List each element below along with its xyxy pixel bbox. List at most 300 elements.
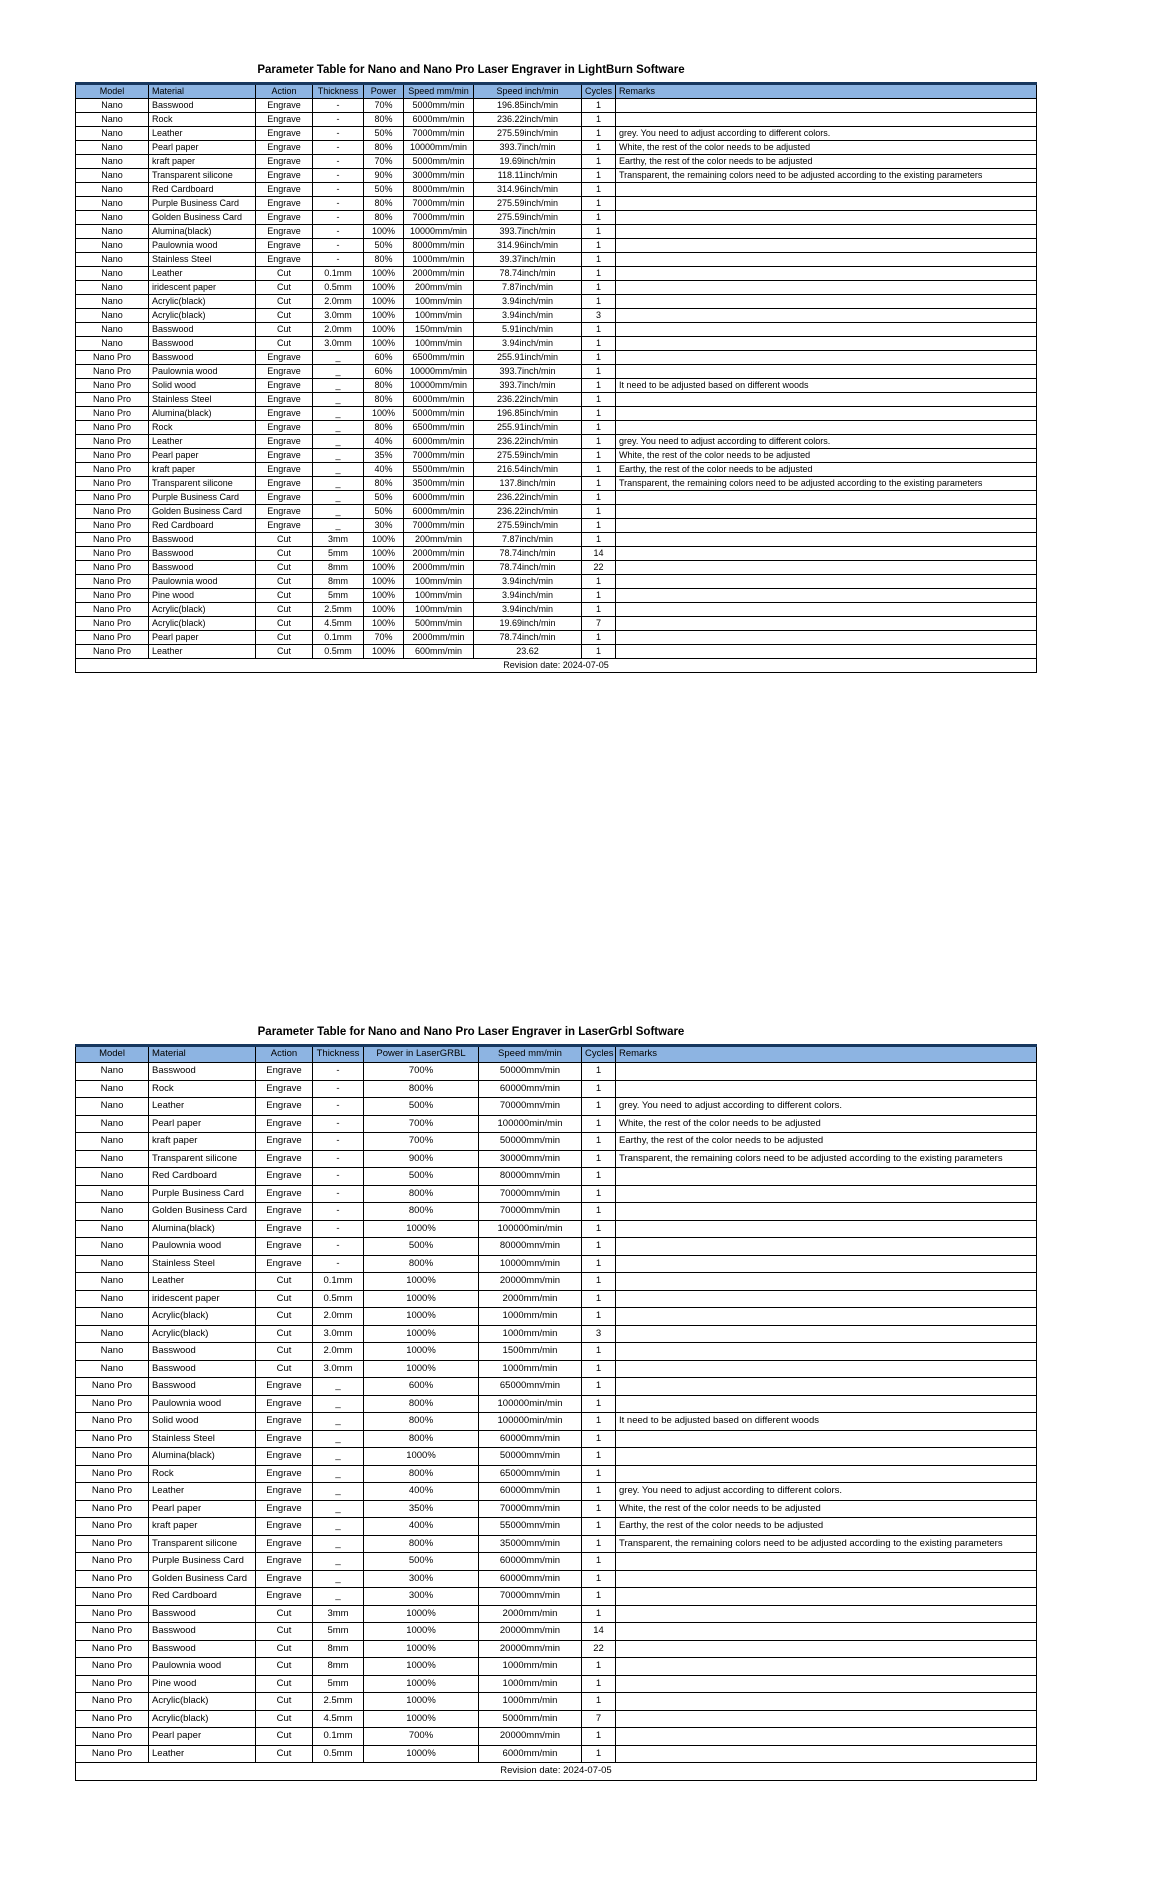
table-cell: 1000%: [364, 1273, 479, 1291]
table-cell: 5000mm/min: [404, 407, 474, 421]
table-cell: Pine wood: [149, 1675, 256, 1693]
table-cell: 78.74inch/min: [474, 547, 582, 561]
table-cell: Nano: [76, 253, 149, 267]
table-cell: 65000mm/min: [479, 1378, 582, 1396]
table-cell: [616, 1325, 1037, 1343]
table-cell: Engrave: [256, 1448, 313, 1466]
table-cell: 1000mm/min: [479, 1675, 582, 1693]
table-cell: Pine wood: [149, 589, 256, 603]
table-cell: Paulownia wood: [149, 365, 256, 379]
table-cell: -: [313, 169, 364, 183]
table-cell: Nano: [76, 1360, 149, 1378]
table-cell: 900%: [364, 1150, 479, 1168]
table-cell: 7.87inch/min: [474, 533, 582, 547]
table-cell: 1: [582, 1168, 616, 1186]
table-cell: 500mm/min: [404, 617, 474, 631]
table-cell: 20000mm/min: [479, 1623, 582, 1641]
table-cell: 50%: [364, 127, 404, 141]
table-cell: 70000mm/min: [479, 1588, 582, 1606]
table-cell: 50000mm/min: [479, 1133, 582, 1151]
table-cell: 1: [582, 253, 616, 267]
table-cell: 393.7inch/min: [474, 365, 582, 379]
table-cell: Nano Pro: [76, 365, 149, 379]
table-cell: Nano Pro: [76, 1570, 149, 1588]
table-cell: 23.62: [474, 645, 582, 659]
table-cell: [616, 1308, 1037, 1326]
table-cell: -: [313, 113, 364, 127]
column-header-speed-mm-min: Speed mm/min: [404, 84, 474, 99]
table-cell: Solid wood: [149, 379, 256, 393]
table-cell: Engrave: [256, 197, 313, 211]
table-cell: 275.59inch/min: [474, 519, 582, 533]
table-cell: 1: [582, 1080, 616, 1098]
table-cell: 50%: [364, 491, 404, 505]
table-cell: 236.22inch/min: [474, 435, 582, 449]
table-cell: Engrave: [256, 155, 313, 169]
table-cell: 300%: [364, 1588, 479, 1606]
table-cell: Nano Pro: [76, 1448, 149, 1466]
table-cell: Nano Pro: [76, 1728, 149, 1746]
table-cell: 1: [582, 1308, 616, 1326]
table-cell: 1: [582, 141, 616, 155]
table-cell: Golden Business Card: [149, 211, 256, 225]
table-row: [76, 183, 1037, 197]
table-cell: 1: [582, 1290, 616, 1308]
table-cell: 255.91inch/min: [474, 421, 582, 435]
table-cell: Engrave: [256, 421, 313, 435]
table-cell: 0.5mm: [313, 645, 364, 659]
table-cell: 1: [582, 393, 616, 407]
table-cell: 314.96inch/min: [474, 239, 582, 253]
table-cell: Nano Pro: [76, 589, 149, 603]
table-cell: 5mm: [313, 1675, 364, 1693]
table-cell: 100%: [364, 547, 404, 561]
table-cell: 100%: [364, 225, 404, 239]
table-cell: 19.69inch/min: [474, 155, 582, 169]
table-cell: Red Cardboard: [149, 1588, 256, 1606]
table-cell: 3.0mm: [313, 309, 364, 323]
table-cell: [616, 337, 1037, 351]
table-cell: _: [313, 1413, 364, 1431]
table-cell: Cut: [256, 1693, 313, 1711]
table-cell: Basswood: [149, 1360, 256, 1378]
table-row: [76, 1623, 1037, 1641]
table-cell: Nano: [76, 1203, 149, 1221]
table-cell: 70000mm/min: [479, 1098, 582, 1116]
table-cell: [616, 365, 1037, 379]
table-cell: 100mm/min: [404, 575, 474, 589]
table-row: [76, 1255, 1037, 1273]
table-cell: [616, 1710, 1037, 1728]
table-cell: Nano: [76, 281, 149, 295]
table-cell: Engrave: [256, 351, 313, 365]
table-cell: White, the rest of the color needs to be adjusted: [616, 141, 1037, 155]
table-cell: 80%: [364, 379, 404, 393]
table-cell: [616, 281, 1037, 295]
table-cell: [616, 1605, 1037, 1623]
table-cell: [616, 1185, 1037, 1203]
table-cell: Nano Pro: [76, 435, 149, 449]
table-cell: [616, 1430, 1037, 1448]
column-header-speed-inch-min: Speed inch/min: [474, 84, 582, 99]
table-cell: Cut: [256, 1273, 313, 1291]
table-cell: Engrave: [256, 1378, 313, 1396]
table-row: [76, 155, 1037, 169]
table-cell: 2000mm/min: [404, 631, 474, 645]
table-cell: 216.54inch/min: [474, 463, 582, 477]
table-cell: [616, 267, 1037, 281]
table-row: [76, 1290, 1037, 1308]
table-cell: 1: [582, 1518, 616, 1536]
table-cell: 393.7inch/min: [474, 379, 582, 393]
table-cell: Cut: [256, 533, 313, 547]
table-cell: _: [313, 463, 364, 477]
column-header-remarks: Remarks: [616, 1046, 1037, 1063]
table-cell: 1: [582, 1588, 616, 1606]
table-cell: 8mm: [313, 575, 364, 589]
table-cell: [616, 1675, 1037, 1693]
table-cell: 20000mm/min: [479, 1728, 582, 1746]
table-cell: Engrave: [256, 463, 313, 477]
table-cell: 50%: [364, 505, 404, 519]
table-cell: [616, 1658, 1037, 1676]
table-cell: 5000mm/min: [479, 1710, 582, 1728]
table-cell: Acrylic(black): [149, 603, 256, 617]
table-cell: 400%: [364, 1518, 479, 1536]
table-cell: Basswood: [149, 1605, 256, 1623]
table-cell: Golden Business Card: [149, 1203, 256, 1221]
table-cell: [616, 1255, 1037, 1273]
table-cell: 400%: [364, 1483, 479, 1501]
table-cell: 5.91inch/min: [474, 323, 582, 337]
table-cell: Nano: [76, 155, 149, 169]
table-cell: Nano: [76, 197, 149, 211]
table-cell: Nano Pro: [76, 351, 149, 365]
table-cell: 1: [582, 337, 616, 351]
table-cell: 1000mm/min: [479, 1325, 582, 1343]
table-cell: Earthy, the rest of the color needs to be adjusted: [616, 1133, 1037, 1151]
table-cell: Nano: [76, 1150, 149, 1168]
table-cell: Red Cardboard: [149, 519, 256, 533]
table-cell: Acrylic(black): [149, 617, 256, 631]
table-cell: White, the rest of the color needs to be adjusted: [616, 1500, 1037, 1518]
table-cell: 1: [582, 1535, 616, 1553]
table-cell: Acrylic(black): [149, 295, 256, 309]
table-cell: 70000mm/min: [479, 1500, 582, 1518]
table-cell: Nano Pro: [76, 449, 149, 463]
table-cell: Paulownia wood: [149, 1658, 256, 1676]
table-cell: 60000mm/min: [479, 1483, 582, 1501]
table-cell: Nano Pro: [76, 421, 149, 435]
table-cell: Alumina(black): [149, 407, 256, 421]
table-cell: Engrave: [256, 1080, 313, 1098]
table-cell: 40%: [364, 435, 404, 449]
table-cell: 6000mm/min: [404, 435, 474, 449]
table-cell: Nano Pro: [76, 1413, 149, 1431]
table-cell: _: [313, 505, 364, 519]
table-cell: 80%: [364, 477, 404, 491]
table-cell: Nano: [76, 225, 149, 239]
table-cell: -: [313, 1220, 364, 1238]
table-cell: 800%: [364, 1203, 479, 1221]
table-cell: 0.5mm: [313, 1290, 364, 1308]
table-cell: 70%: [364, 155, 404, 169]
table-cell: [616, 1465, 1037, 1483]
table-cell: Nano: [76, 1185, 149, 1203]
table-cell: Basswood: [149, 547, 256, 561]
table-row: [76, 1308, 1037, 1326]
table-cell: [616, 1623, 1037, 1641]
table-cell: 800%: [364, 1185, 479, 1203]
table-cell: [616, 1063, 1037, 1081]
table-cell: 800%: [364, 1395, 479, 1413]
table-cell: 150mm/min: [404, 323, 474, 337]
table-cell: _: [313, 379, 364, 393]
table-cell: _: [313, 1448, 364, 1466]
table-cell: 70000mm/min: [479, 1203, 582, 1221]
table-cell: [616, 1290, 1037, 1308]
table-cell: 8000mm/min: [404, 239, 474, 253]
table-cell: 3: [582, 1325, 616, 1343]
table-cell: Nano: [76, 267, 149, 281]
table-cell: Cut: [256, 309, 313, 323]
table-cell: 1: [582, 183, 616, 197]
table-cell: Golden Business Card: [149, 505, 256, 519]
table-cell: Basswood: [149, 1343, 256, 1361]
revision-row: [76, 659, 1037, 673]
table-cell: 19.69inch/min: [474, 617, 582, 631]
table-cell: 1: [582, 1658, 616, 1676]
table-cell: 1: [582, 519, 616, 533]
table-cell: 100mm/min: [404, 603, 474, 617]
table-cell: 1: [582, 281, 616, 295]
header-row: [76, 1046, 1037, 1063]
table-cell: 20000mm/min: [479, 1640, 582, 1658]
table-cell: 5mm: [313, 589, 364, 603]
table-cell: 700%: [364, 1063, 479, 1081]
table-row: [76, 1448, 1037, 1466]
table-row: [76, 1500, 1037, 1518]
table-cell: Leather: [149, 1273, 256, 1291]
table-cell: [616, 1360, 1037, 1378]
table-cell: Transparent, the remaining colors need to be adjusted according to the existing parameters: [616, 1535, 1037, 1553]
table-cell: 1: [582, 533, 616, 547]
table-cell: Basswood: [149, 323, 256, 337]
table-cell: 1000mm/min: [479, 1308, 582, 1326]
table-cell: 0.1mm: [313, 631, 364, 645]
table-cell: Nano Pro: [76, 575, 149, 589]
table-cell: 1500mm/min: [479, 1343, 582, 1361]
table-cell: 100mm/min: [404, 295, 474, 309]
table-cell: 800%: [364, 1413, 479, 1431]
table-cell: 2000mm/min: [479, 1605, 582, 1623]
table-cell: [616, 631, 1037, 645]
table-cell: Nano Pro: [76, 631, 149, 645]
table-cell: Nano: [76, 1343, 149, 1361]
table-cell: Basswood: [149, 337, 256, 351]
table-cell: 300%: [364, 1570, 479, 1588]
table-cell: 1: [582, 127, 616, 141]
table-cell: 2.0mm: [313, 295, 364, 309]
table-cell: White, the rest of the color needs to be adjusted: [616, 1115, 1037, 1133]
table-cell: 1: [582, 1098, 616, 1116]
table-row: [76, 1395, 1037, 1413]
table-cell: 1000%: [364, 1605, 479, 1623]
table-cell: Cut: [256, 547, 313, 561]
table-cell: 196.85inch/min: [474, 407, 582, 421]
revision-date: Revision date: 2024-07-05: [76, 1763, 1037, 1781]
table-cell: Transparent, the remaining colors need to be adjusted according to the existing parameters: [616, 169, 1037, 183]
table-cell: 600mm/min: [404, 645, 474, 659]
table-cell: 1: [582, 491, 616, 505]
table-cell: 0.5mm: [313, 281, 364, 295]
table-cell: Purple Business Card: [149, 1553, 256, 1571]
table-cell: Nano: [76, 1080, 149, 1098]
table-cell: Stainless Steel: [149, 1255, 256, 1273]
table-row: [76, 1325, 1037, 1343]
table-row: [76, 253, 1037, 267]
table-row: [76, 239, 1037, 253]
table-cell: Nano Pro: [76, 1623, 149, 1641]
table-cell: 100mm/min: [404, 337, 474, 351]
table-cell: 2000mm/min: [404, 267, 474, 281]
table-cell: Cut: [256, 561, 313, 575]
table-cell: 1: [582, 1360, 616, 1378]
table-cell: 600%: [364, 1378, 479, 1396]
table-cell: Engrave: [256, 1168, 313, 1186]
table-cell: [616, 603, 1037, 617]
table-cell: Engrave: [256, 99, 313, 113]
table-cell: Basswood: [149, 1640, 256, 1658]
table-cell: [616, 1728, 1037, 1746]
table-cell: Acrylic(black): [149, 1693, 256, 1711]
table-cell: 1000%: [364, 1220, 479, 1238]
table-cell: Purple Business Card: [149, 1185, 256, 1203]
lightburn-table-title: Parameter Table for Nano and Nano Pro Laser Engraver in LightBurn Software: [257, 64, 685, 76]
table-cell: 1000%: [364, 1658, 479, 1676]
table-cell: 60%: [364, 351, 404, 365]
table-cell: Engrave: [256, 211, 313, 225]
column-header-remarks: Remarks: [616, 84, 1037, 99]
table-cell: 100%: [364, 295, 404, 309]
table-cell: 1000%: [364, 1343, 479, 1361]
table-cell: 350%: [364, 1500, 479, 1518]
table-cell: Engrave: [256, 365, 313, 379]
table-cell: 1: [582, 323, 616, 337]
lasergrbl-parameter-table: [75, 1044, 1037, 1781]
table-cell: 100%: [364, 575, 404, 589]
table-cell: Basswood: [149, 533, 256, 547]
table-cell: grey. You need to adjust according to different colors.: [616, 1098, 1037, 1116]
table-cell: [616, 1640, 1037, 1658]
table-cell: 8mm: [313, 561, 364, 575]
table-cell: Nano Pro: [76, 1465, 149, 1483]
table-cell: Nano: [76, 1308, 149, 1326]
table-cell: Nano: [76, 1115, 149, 1133]
table-row: [76, 477, 1037, 491]
table-cell: Engrave: [256, 1465, 313, 1483]
table-cell: [616, 113, 1037, 127]
table-cell: _: [313, 1500, 364, 1518]
table-cell: 1: [582, 197, 616, 211]
table-cell: 90%: [364, 169, 404, 183]
table-cell: Cut: [256, 1640, 313, 1658]
table-cell: 3mm: [313, 533, 364, 547]
table-row: [76, 421, 1037, 435]
table-cell: [616, 645, 1037, 659]
table-cell: [616, 547, 1037, 561]
table-cell: 236.22inch/min: [474, 505, 582, 519]
table-cell: Nano Pro: [76, 1693, 149, 1711]
table-cell: Basswood: [149, 1378, 256, 1396]
table-cell: Cut: [256, 1308, 313, 1326]
table-cell: -: [313, 1168, 364, 1186]
table-cell: [616, 1448, 1037, 1466]
table-cell: Paulownia wood: [149, 1395, 256, 1413]
table-cell: 1: [582, 1745, 616, 1763]
table-cell: 50000mm/min: [479, 1063, 582, 1081]
table-cell: 1000mm/min: [479, 1693, 582, 1711]
table-row: [76, 323, 1037, 337]
table-cell: _: [313, 1430, 364, 1448]
table-cell: Engrave: [256, 1483, 313, 1501]
table-cell: 800%: [364, 1535, 479, 1553]
table-cell: Cut: [256, 1623, 313, 1641]
table-cell: Nano: [76, 323, 149, 337]
table-cell: -: [313, 211, 364, 225]
table-cell: It need to be adjusted based on different woods: [616, 1413, 1037, 1431]
table-cell: 1: [582, 477, 616, 491]
table-cell: Nano Pro: [76, 617, 149, 631]
table-cell: 500%: [364, 1553, 479, 1571]
table-cell: 6000mm/min: [404, 505, 474, 519]
table-cell: Nano Pro: [76, 1395, 149, 1413]
table-cell: _: [313, 421, 364, 435]
table-cell: 1000%: [364, 1745, 479, 1763]
table-cell: Nano: [76, 1220, 149, 1238]
table-cell: Leather: [149, 127, 256, 141]
table-cell: 1: [582, 1133, 616, 1151]
table-cell: Cut: [256, 1728, 313, 1746]
table-cell: 1: [582, 295, 616, 309]
table-cell: [616, 561, 1037, 575]
table-cell: Cut: [256, 1325, 313, 1343]
table-cell: Red Cardboard: [149, 1168, 256, 1186]
table-cell: Nano Pro: [76, 533, 149, 547]
table-cell: 80%: [364, 197, 404, 211]
table-cell: 10000mm/min: [404, 379, 474, 393]
table-cell: 8mm: [313, 1658, 364, 1676]
table-row: [76, 197, 1037, 211]
table-cell: 2.5mm: [313, 1693, 364, 1711]
table-cell: 700%: [364, 1115, 479, 1133]
table-row: [76, 127, 1037, 141]
column-header-action: Action: [256, 84, 313, 99]
table-row: [76, 491, 1037, 505]
table-cell: 3.94inch/min: [474, 589, 582, 603]
table-cell: [616, 1203, 1037, 1221]
table-row: [76, 547, 1037, 561]
table-row: [76, 113, 1037, 127]
table-cell: _: [313, 435, 364, 449]
table-cell: 6000mm/min: [404, 491, 474, 505]
column-header-thickness: Thickness: [313, 1046, 364, 1063]
table-cell: 5500mm/min: [404, 463, 474, 477]
table-cell: Nano: [76, 1325, 149, 1343]
table-cell: 100%: [364, 533, 404, 547]
table-row: [76, 1080, 1037, 1098]
table-cell: 2.5mm: [313, 603, 364, 617]
